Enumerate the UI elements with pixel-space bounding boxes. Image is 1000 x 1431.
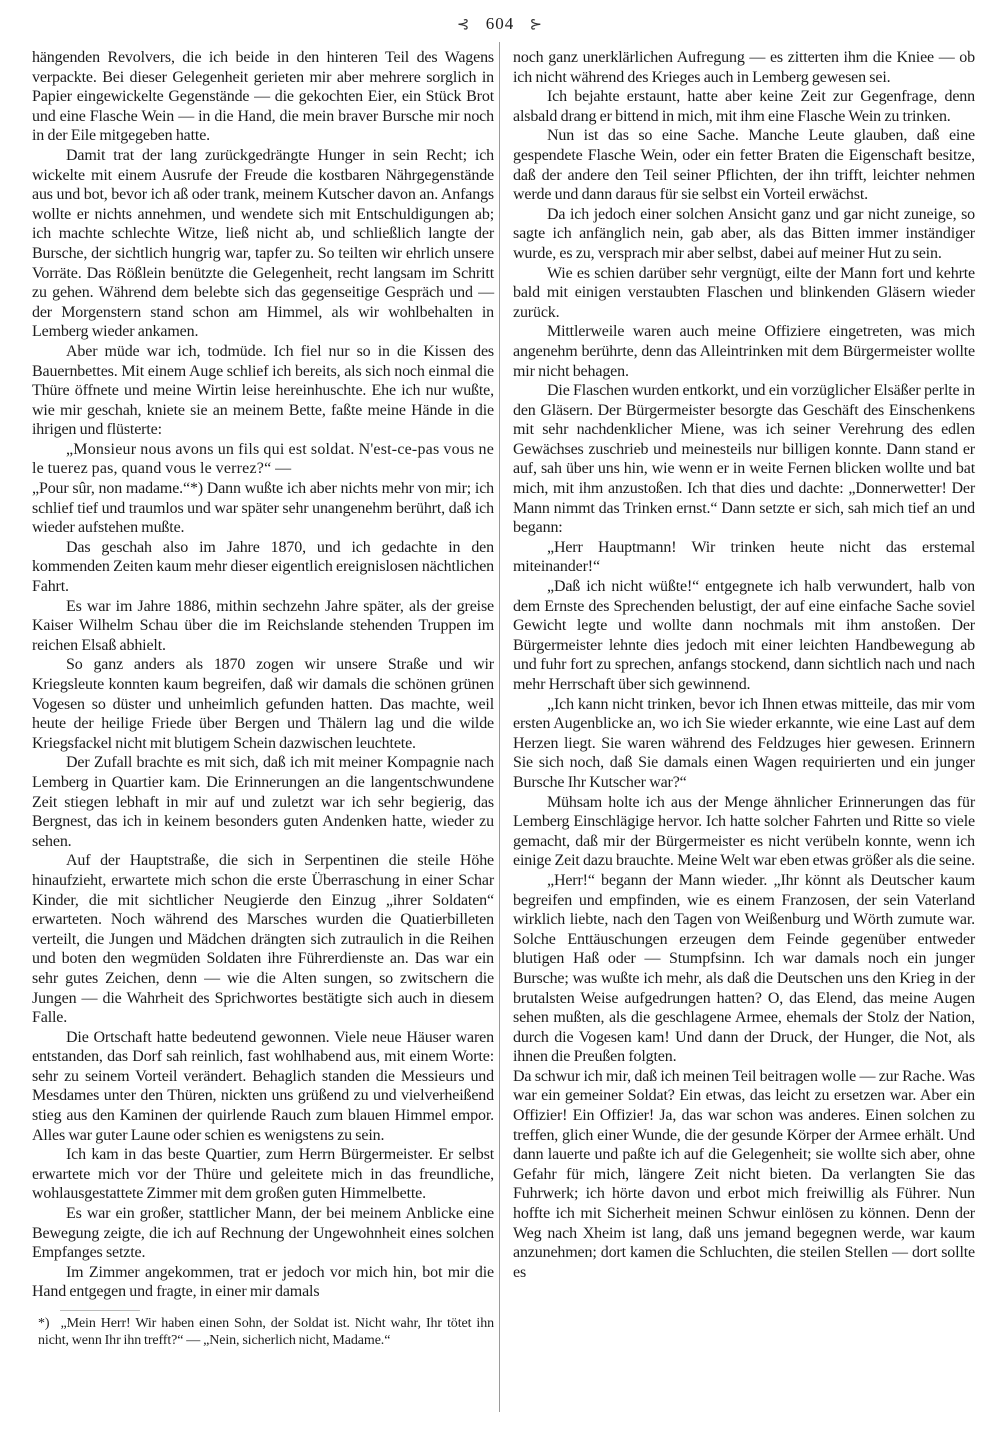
- left-column: [32, 48, 494, 1349]
- paragraph: „Herr Hauptmann! Wir trinken heute nicht das erstemal miteinander!“: [513, 538, 975, 576]
- paragraph: Es war ein großer, stattlicher Mann, der bei meinem Anblicke eine Bewegung zeigte, die ich auf Rechnung der Ungewohnheit eines solchen Empfanges setzte.: [32, 1205, 494, 1262]
- paragraph: Da ich jedoch einer solchen Ansicht ganz und gar nicht zuneige, so sagte ich anfänglich nein, gab aber, als das Bitten immer inständiger wurde, es zu, versprach mir aber selbst, dabei auf meiner Hut zu sein.: [513, 205, 975, 262]
- paragraph: Die Flaschen wurden entkorkt, und ein vorzüglicher Elsäßer perlte in den Gläsern. Der Bürgermeister besorgte das Geschäft des Einschenkens mit sehr nachdenklicher Miene, was ich seiner Verehrung des edlen Gewächses zuschrieb und meinesteils nur billigen konnte. Dann stand er auf, sah über uns hin, wie wenn er in weite Fernen blicken wollte und bat mich, mit ihm anzustoßen. Ich that dies und dachte: „Donnerwetter! Der Mann nimmt das Trinken ernst.“ Dann setzte er sich, sah mich tief an und begann:: [513, 382, 975, 537]
- paragraph: hängenden Revolvers, die ich beide in den hinteren Teil des Wagens verpackte. Bei dieser Gelegenheit gerieten mir aber mehrere sorglich in Papier eingewickelte Gegenstände — die gekochten Eier, ein Stück Brot und eine Flasche Wein — in die Hand, die mein braver Bursche mir noch in der Eile mitgegeben hatte.: [32, 49, 494, 145]
- paragraph: Aber müde war ich, todmüde. Ich fiel nur so in die Kissen des Bauernbettes. Mit einem Auge schlief ich bereits, als sich noch einmal die Thüre öffnete und meine Wirtin leise hereinhuschte. Ehe ich nur wußte, wie mir geschah, kniete sie an meinem Bette, faßte meine Hände in die ihrigen und flüsterte:: [32, 342, 494, 439]
- paragraph: „Daß ich nicht wüßte!“ entgegnete ich halb verwundert, halb von dem Ernste des Sprechenden belustigt, der auf eine einfache Sache soviel Gewicht legte und wollte dann nochmals mit ihm anstoßen. Der Bürgermeister lehnte dies jedoch mit einer leichten Handbewegung ab und fuhr fort zu sprechen, anfangs stockend, dann sichtlich nach und nach mehr Herrschaft über sich gewinnend.: [513, 578, 975, 693]
- paragraph: Da schwur ich mir, daß ich meinen Teil beitragen wolle — zur Rache. Was war ein gemeiner Soldat? Ein etwas, das leicht zu ersetzen war. Aber ein Offizier! Ein Offizier! Ja, das war schon was anderes. Einen solchen zu treffen, glich einer Wunde, die der gesunde Körper der Armee erhält. Und dann lauerte und paßte ich auf die Gelegenheit; sie wollte sich aber, ohne Gefahr für mich, längere Zeit nicht bieten. Da verlangten Sie das Fuhrwerk; ich hörte davon und erbot mich freiwillig als Führer. Nun hoffte ich mit Sicherheit meinen Schwur einlösen zu können. Denn der Weg nach Xheim ist lang, daß uns jemand begegnen werde, war kaum anzunehmen; dort kamen die Schluchten, die steilen Stellen — dort sollte es: [513, 1067, 975, 1281]
- paragraph: Ich kam in das beste Quartier, zum Herrn Bürgermeister. Er selbst erwartete mich vor der Thüre und geleitete mich in das freundliche, wohlausgestattete Zimmer mit dem großen guten Himmelbette.: [32, 1146, 494, 1203]
- paragraph: Mittlerweile waren auch meine Offiziere eingetreten, was mich angenehm berührte, denn das Alleintrinken mit dem Bürgermeister wollte mir nicht behagen.: [513, 323, 975, 380]
- paragraph: Im Zimmer angekommen, trat er jedoch vor mich hin, bot mir die Hand entgegen und fragte, in einer mir damals: [32, 1263, 494, 1301]
- footnote-rule: [60, 1310, 140, 1311]
- paragraph: „Pour sûr, non madame.“*) Dann wußte ich aber nichts mehr von mir; ich schlief tief und traumlos und war später sehr unangenehm berührt, daß ich wieder aufstehen mußte.: [32, 480, 494, 537]
- paragraph: Damit trat der lang zurückgedrängte Hunger in sein Recht; ich wickelte mit einem Ausrufe der Freude die kostbaren Nährgegenstände aus und bot, bevor ich aß oder trank, meinem Kutscher davon an. Anfangs wollte er nichts annehmen, und wendete sich mit Entschuldigungen ab; ich machte schlechte Witze, ließ nicht ab, und schließlich langte der Bursche, der sichtlich hungrig war, tapfer zu. So teilten wir ehrlich unsere Vorräte. Das Rößlein benützte die Gelegenheit, recht langsam im Schritt zu gehen. Während dem belebte sich das gegenseitige Gespräch und — der Morgenstern stand schon am Himmel, als wir wohlbehalten in Lemberg wieder ankamen.: [32, 146, 494, 341]
- footnote-block: [32, 1310, 494, 1349]
- paragraph: Die Ortschaft hatte bedeutend gewonnen. Viele neue Häuser waren entstanden, das Dorf sah reinlich, fast wohlhabend aus, mit einem Worte: sehr zu seinem Vorteil verändert. Behaglich standen die Messieurs und Mesdames unter den Thüren, nickten uns grüßend zu und vielverheißend stieg aus den Kaminen der quirlende Rauch zum blauen Himmel empor. Alles war guter Laune oder schien es wenigstens zu sein.: [32, 1028, 494, 1144]
- paragraph: Ich bejahte erstaunt, hatte aber keine Zeit zur Gegenfrage, denn alsbald drang er bittend in mich, mit ihm eine Flasche Wein zu trinken.: [513, 88, 975, 125]
- footnote-mark: *): [38, 1316, 50, 1331]
- page-header: [0, 14, 1000, 34]
- paragraph: Wie es schien darüber sehr vergnügt, eilte der Mann fort und kehrte bald mit einigen verstaubten Flaschen und blinkenden Gläsern wieder zurück.: [513, 264, 975, 321]
- paragraph: noch ganz unerklärlichen Aufregung — es zitterten ihm die Kniee — ob ich nicht während des Krieges auch in Lemberg gewesen sei.: [513, 49, 975, 86]
- paragraph: „Herr!“ begann der Mann wieder. „Ihr könnt als Deutscher kaum begreifen und empfinden, wie es einem Franzosen, der sein Vaterland wirklich liebte, nach den Tagen von Weißenburg und Wörth zumute war. Solche Enttäuschungen erzeugen dem Feinde gegenüber entweder blutigen Haß oder — Stumpfsinn. Ich war damals noch ein junger Bursche; was wußte ich mehr, als daß die Deutschen uns den Krieg in der brutalsten Weise aufgedrungen hatten? O, das Elend, das meine Augen sehen mußten, als die geschlagene Armee, ehemals der Stolz der Nation, durch die Vogesen kam! Und dann der Druck, der Hunger, die Not, als ihnen die Preußen folgten.: [513, 871, 975, 1066]
- paragraph: Nun ist das so eine Sache. Manche Leute glauben, daß eine gespendete Flasche Wein, oder ein fetter Braten die Eigenschaft besitze, daß der andere den Teil seiner Pflichten, der ihn trifft, leichter nehmen werde und dann daraus für sie selbst ein Vorteil erwächst.: [513, 127, 975, 204]
- right-column: [513, 48, 975, 1282]
- ornament-left-icon: ⊰: [456, 17, 471, 33]
- paragraph: Auf der Hauptstraße, die sich in Serpentinen die steile Höhe hinaufzieht, erwartete mich schon die erste Überraschung in einer Schar Kinder, die mit sichtlicher Neugierde den Einzug „ihrer Soldaten“ erwarteten. Noch während des Marsches wurden die Quatierbilleten verteilt, die Jungen und Mädchen drängten sich zutraulich in die Reihen und boten den wegmüden Soldaten ihre Führerdienste an. Das war ein sehr gutes Zeichen, denn — wie die Alten sungen, so zwitschern die Jungen — die Wahrheit des Sprichwortes bestätigte sich auch in diesem Falle.: [32, 852, 494, 1027]
- paragraph: Mühsam holte ich aus der Menge ähnlicher Erinnerungen das für Lemberg Einschlägige hervor. Ich hatte solcher Fahrten und Ritte so viele gemacht, daß mir der Bürgermeister es nicht verübeln konnte, wenn ich einige Zeit dazu brauchte. Meine Welt war eben etwas größer als die seine.: [513, 793, 976, 870]
- page-number: 604: [485, 14, 515, 33]
- footnote-text: „Mein Herr! Wir haben einen Sohn, der Soldat ist. Nicht wahr, Ihr tötet ihn nicht, wenn Ihr ihn trefft?“ — „Nein, sicherlich nicht, Madame.“: [38, 1316, 494, 1348]
- paragraph: Es war im Jahre 1886, mithin sechzehn Jahre später, als der greise Kaiser Wilhelm Schau über die im Reichslande stehenden Truppen im reichen Elsaß abhielt.: [32, 597, 494, 654]
- paragraph-french-quote: „Monsieur nous avons un fils qui est soldat. N'est-ce-pas vous ne le tuerez pas, quand vous le verrez?“ —: [32, 440, 494, 478]
- ornament-right-icon: ⊱: [529, 17, 544, 33]
- footnote: [32, 1316, 494, 1349]
- paragraph: Das geschah also im Jahre 1870, und ich gedachte in den kommenden Zeiten kaum mehr dieser eigentlich ereignislosen nächtlichen Fahrt.: [32, 538, 494, 596]
- paragraph: So ganz anders als 1870 zogen wir unsere Straße und wir Kriegsleute konnten kaum begreifen, daß wir damals die schönen grünen Vogesen so düster und unheimlich gefunden hatten. Das machte, weil heute der heilige Friede über Bergen und Thälern lag und die wilde Kriegsfackel nicht mit blutigem Schein dazwischen leuchtete.: [32, 656, 494, 752]
- column-divider: [499, 42, 500, 1412]
- paragraph: „Ich kann nicht trinken, bevor ich Ihnen etwas mitteile, das mir vom ersten Augenblicke an, wo ich Sie wieder erkannte, wie eine Last auf dem Herzen liegt. Sie waren während des Feldzuges hier gewesen. Erinnern Sie sich noch, daß Sie damals einen Wagen requirierten und ein junger Bursche Ihr Kutscher war?“: [513, 695, 975, 791]
- paragraph: Der Zufall brachte es mit sich, daß ich mit meiner Kompagnie nach Lemberg in Quartier kam. Die Erinnerungen an die langentschwundene Zeit stiegen lebhaft in mir auf und zuletzt war ich sehr begierig, das Bergnest, das ich in keinem besonders guten Andenken hatte, wieder zu sehen.: [32, 754, 494, 850]
